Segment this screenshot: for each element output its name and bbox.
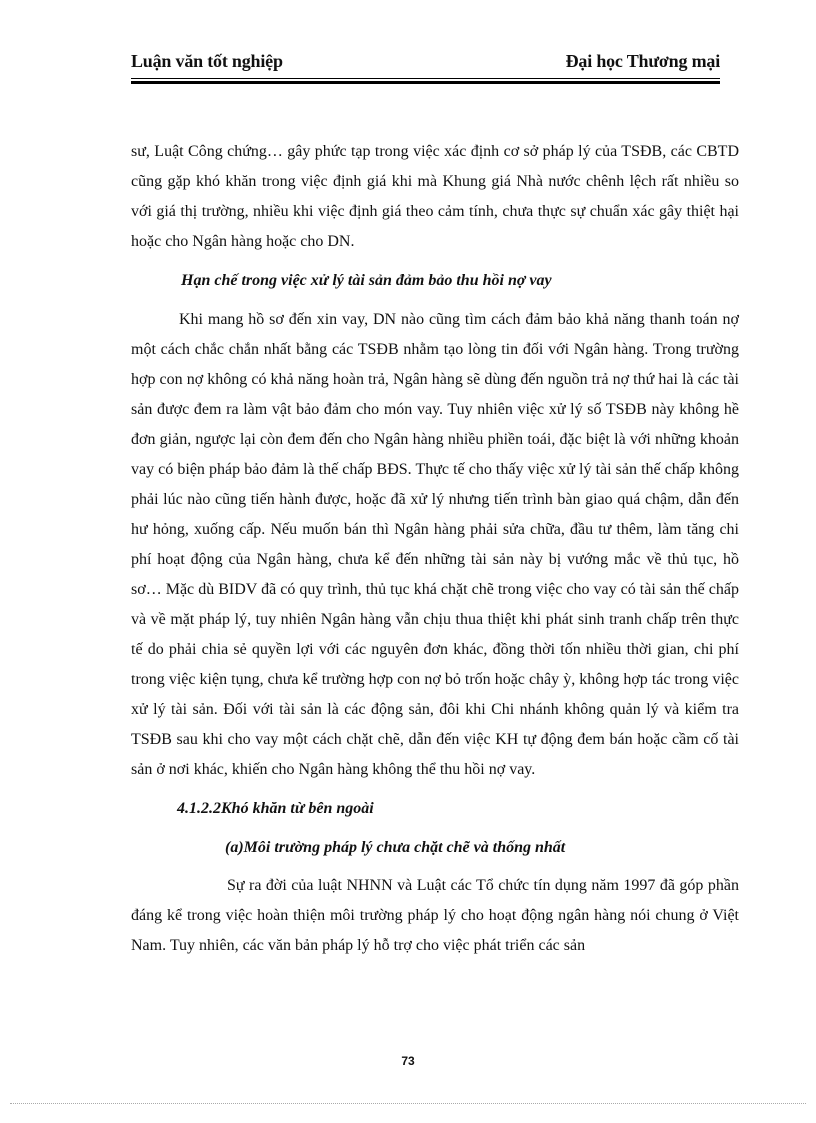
document-body xyxy=(131,137,739,961)
heading-legal-environment: (a)Môi trường pháp lý chưa chặt chẽ và thống nhất xyxy=(225,839,566,856)
paragraph-legal-environment: Sự ra đời của luật NHNN và Luật các Tổ chức tín dụng năm 1997 đã góp phần đáng kể trong việc hoàn thiện môi trường pháp lý cho hoạt động ngân hàng nói chung ở Việt Nam. Tuy nhiên, các văn bản pháp lý hỗ trợ cho việc phát triển các sản xyxy=(131,877,739,954)
page-number: 73 xyxy=(401,1054,415,1068)
header-rule-thick xyxy=(131,81,720,84)
paragraph-collateral: Khi mang hồ sơ đến xin vay, DN nào cũng tìm cách đảm bảo khả năng thanh toán nợ một cách chắc chắn nhất bằng các TSĐB nhằm tạo lòng tin đối với Ngân hàng. Trong trường hợp con nợ không có khả năng hoàn trả, Ngân hàng sẽ dùng đến nguồn trả nợ thứ hai là các tài sản được đem ra làm vật bảo đảm cho món vay. Tuy nhiên việc xử lý số TSĐB này không hề đơn giản, ngược lại còn đem đến cho Ngân hàng nhiều phiền toái, đặc biệt là với những khoản vay có biện pháp bảo đảm là thế chấp BĐS. Thực tế cho thấy việc xử lý tài sản thế chấp không phải lúc nào cũng tiến hành được, hoặc đã xử lý nhưng tiến trình bàn giao quá chậm, dẫn đến hư hỏng, xuống cấp. Nếu muốn bán thì Ngân hàng phải sửa chữa, đầu tư thêm, làm tăng chi phí hoạt động của Ngân hàng, chưa kể đến những tài sản này bị vướng mắc về thủ tục, hồ sơ… Mặc dù BIDV đã có quy trình, thủ tục khá chặt chẽ trong việc cho vay có tài sản thế chấp và về mặt pháp lý, tuy nhiên Ngân hàng vẫn chịu thua thiệt khi phát sinh tranh chấp trên thực tế do phải chia sẻ quyền lợi với các nguyên đơn khác, đồng thời tốn nhiều thời gian, chi phí trong việc kiện tụng, chưa kể trường hợp con nợ bỏ trốn hoặc chây ỳ, không hợp tác trong việc xử lý tài sản. Đối với tài sản là các động sản, đôi khi Chi nhánh không quản lý và kiểm tra TSĐB sau khi cho vay một cách chặt chẽ, dẫn đến việc KH tự động đem bán hoặc cầm cố tài sản ở nơi khác, khiến cho Ngân hàng không thể thu hồi nợ vay. xyxy=(131,311,739,778)
paragraph-continued: sư, Luật Công chứng… gây phức tạp trong việc xác định cơ sở pháp lý của TSĐB, các CBTD cũng gặp khó khăn trong việc định giá khi mà Khung giá Nhà nước chênh lệch rất nhiều so với giá thị trường, nhiều khi việc định giá theo cảm tính, chưa thực sự chuẩn xác gây thiệt hại hoặc cho Ngân hàng hoặc cho DN. xyxy=(131,143,739,250)
header-university-name: Đại học Thương mại xyxy=(565,51,720,71)
heading-external-difficulties: 4.1.2.2Khó khăn từ bên ngoài xyxy=(177,800,374,817)
heading-collateral-limitation: Hạn chế trong việc xử lý tài sản đảm bảo thu hồi nợ vay xyxy=(181,272,552,289)
header-thesis-label: Luận văn tốt nghiệp xyxy=(131,51,283,71)
footer-dotted-line xyxy=(10,1103,806,1104)
header-rule-thin xyxy=(131,78,720,79)
page-header xyxy=(131,51,720,77)
